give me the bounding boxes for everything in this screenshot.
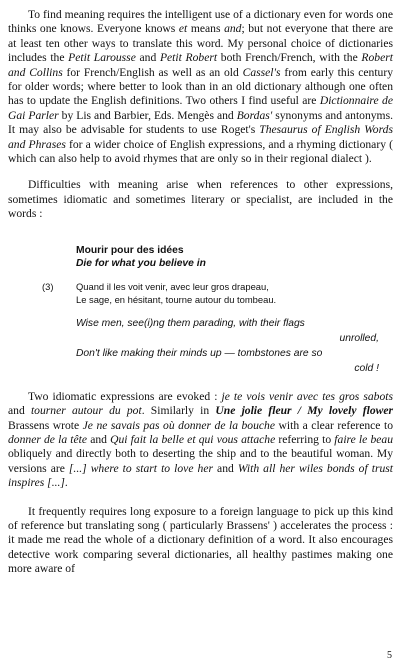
text-run: and — [212, 461, 238, 475]
verse-line: Quand il les voit venir, avec leur gros drapeau, — [76, 280, 269, 292]
text-run: Petit Larousse — [68, 51, 136, 65]
text-run: Thesaurus of English Words and Phrases — [8, 123, 393, 151]
paragraph-idioms — [8, 390, 393, 491]
translation-line: Wise men, see(i)ng them parading, with their flags — [76, 317, 305, 329]
english-translation — [8, 316, 393, 376]
song-title-french: Mourir pour des idées — [76, 244, 184, 256]
text-run: synonyms and antonyms. It may also be advisable for students to use Roget's — [8, 108, 393, 137]
text-run: with a clear reference to — [275, 418, 393, 432]
text-run: referring to — [275, 432, 335, 446]
text-run: means — [187, 22, 225, 36]
text-run: et — [178, 22, 188, 36]
text-run: donner de la tête — [8, 432, 88, 446]
text-run: Bordas' — [236, 108, 273, 122]
text-run: for a wider choice of English expressions, and a rhyming dictionary ( which can also help to avoid rhymes that are only so in their regional dialect ). — [8, 137, 393, 166]
text-run: Robert and Collins — [8, 51, 393, 79]
text-run: Two idiomatic expressions are evoked : — [28, 389, 222, 403]
text-run: To find meaning requires the intelligent use of a dictionary even for words one thinks one knows. Everyone knows — [8, 8, 393, 36]
text-run: and — [224, 22, 242, 36]
text-run: . Similarly in — [141, 404, 216, 418]
translation-line: Don't like making their minds up — tombstones are so — [76, 347, 323, 359]
text-run: tourner autour du pot — [30, 404, 142, 418]
text-run: [...] where to start to love her — [68, 461, 213, 475]
text-run: Difficulties with meaning arise when references to other expressions, sometimes idiomatic and sometimes literary or specialist, are included in the words : — [8, 178, 393, 221]
text-run: ; but not everyone that there are at least ten other ways to translate this word. My personal choice of dictionaries includes the — [8, 22, 394, 65]
text-run: and — [135, 51, 160, 65]
verse-lines — [8, 280, 393, 306]
text-run: . — [64, 476, 68, 490]
verse-number: (3) — [42, 280, 54, 292]
page-number: 5 — [387, 650, 392, 661]
paragraph-dictionaries — [8, 8, 393, 166]
text-run: both French/French, with the — [217, 51, 362, 65]
text-run: It frequently requires long exposure to a foreign language to pick up this kind of reference but translating song ( particularly Brassens' ) accelerates the process : it made me read the whole of a dictionary definition of a word. It also encourages detective work comparing several dictionaries, all healthy pastimes making one more aware of — [8, 504, 393, 576]
song-title-english: Die for what you believe in — [76, 257, 206, 269]
text-run: for French/English as well as an old — [62, 65, 243, 79]
translation-line: unrolled, — [339, 332, 379, 344]
text-run: Qui fait la belle et qui vous attache — [110, 432, 276, 446]
text-run: Je ne savais pas où donner de la bouche — [82, 418, 275, 432]
paragraph-exposure — [8, 505, 393, 577]
text-run: je te vois venir avec tes gros sabots — [221, 389, 393, 403]
text-run: Dictionnaire de Gai Parler — [8, 94, 393, 122]
translation-line: cold ! — [354, 362, 379, 374]
text-run: Brassens wrote — [8, 418, 83, 432]
text-run: faire le beau — [334, 432, 393, 446]
text-run: from early this century for older words; where better to look than in an old dictionary although one often has to update the English definitions. Two others I find useful are — [8, 65, 393, 108]
text-run: Une jolie fleur / My lovely flower — [215, 404, 394, 418]
text-run: Petit Robert — [159, 51, 218, 65]
text-run: by Lis and Barbier, Eds. Mengès and — [58, 108, 237, 122]
french-verse — [8, 280, 393, 306]
text-run: obliquely and directly both to deserting the ship and to the beautiful woman. My versions are — [8, 447, 393, 475]
song-title-block — [8, 244, 393, 270]
paragraph-difficulties — [8, 178, 393, 221]
text-run: Cassel's — [242, 65, 281, 79]
text-run: and — [8, 404, 31, 418]
text-run: With all her wiles bonds of trust inspires [...] — [8, 461, 393, 490]
text-run: and — [87, 432, 111, 446]
verse-line: Le sage, en hésitant, tourne autour du tombeau. — [76, 293, 277, 305]
